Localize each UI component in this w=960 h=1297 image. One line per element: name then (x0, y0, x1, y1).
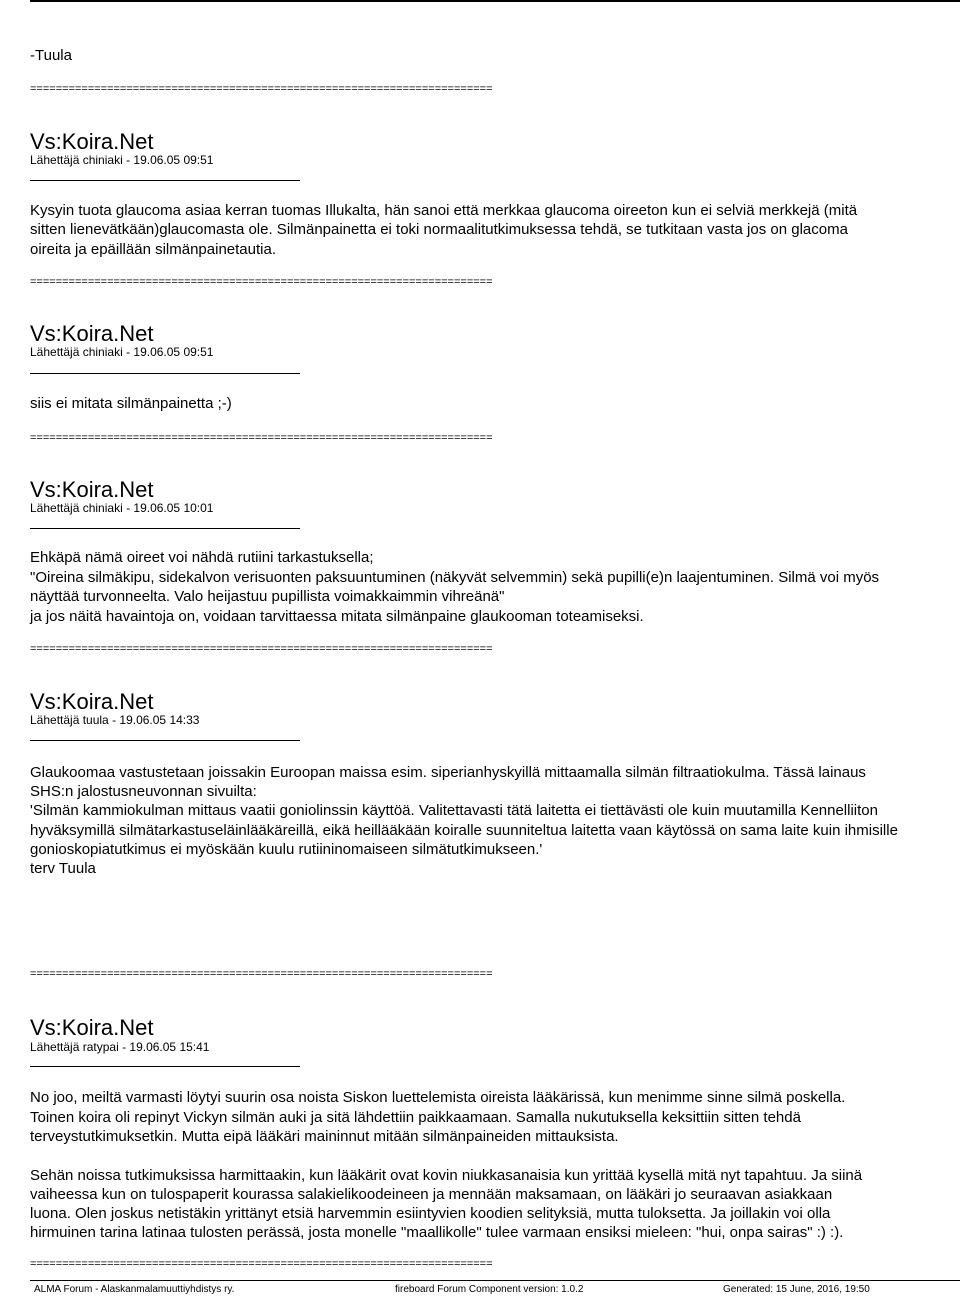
post-divider (30, 740, 300, 741)
post-title: Vs:Koira.Net (30, 689, 154, 714)
post-line: vaiheessa kun on tulospaperit kourassa salakielikoodeineen ja mennään maksamaan, on lääkäri jo seuraavan asiakkaan (30, 1186, 833, 1203)
post-divider (30, 1066, 300, 1067)
footer-generated-date: Generated: 15 June, 2016, 19:50 (723, 1284, 870, 1295)
footer-site-name: ALMA Forum - Alaskanmalamuuttiyhdistys ry. (34, 1284, 235, 1295)
post-line: näyttää turvonneelta. Valo heijastuu pupillista voimakkaimmin vihreänä" (30, 588, 505, 605)
footer-component-version: fireboard Forum Component version: 1.0.2 (395, 1284, 584, 1295)
intro-signature: -Tuula (30, 47, 72, 64)
separator: ======================================================================== (30, 1258, 493, 1270)
post-line: hirmuinen tarina latinaa tulosten perässä, josta monelle "maallikolle" tulee varmaan ensiksi mieleen: "hui, onpa sairas" :) :). (30, 1224, 844, 1241)
separator: ======================================================================== (30, 643, 493, 655)
post-line: Kysyin tuota glaucoma asiaa kerran tuomas Illukalta, hän sanoi että merkkaa glaucoma oireeton kun ei selviä merkkejä (mitä (30, 202, 858, 219)
post-divider (30, 180, 300, 181)
post-title: Vs:Koira.Net (30, 477, 154, 502)
post-line: sitten lienevätkään)glaucomasta ole. Silmänpainetta ei toki normaalitutkimuksessa tehdä, se tutkitaan vasta jos on glacoma (30, 221, 848, 238)
post-meta: Lähettäjä chiniaki - 19.06.05 10:01 (30, 501, 214, 515)
post-title: Vs:Koira.Net (30, 1015, 154, 1040)
post-line: Toinen koira oli repinyt Vickyn silmän auki ja sitä lähdettiin paikkaamaan. Samalla nukutuksella keksittiin sitten tehdä (30, 1109, 801, 1126)
post-line: Sehän noissa tutkimuksissa harmittaakin, kun lääkärit ovat kovin niukkasanaisia kun yrittää kysellä mitä nyt tapahtuu. Ja siinä (30, 1167, 863, 1184)
post-line: hyväksymillä silmätarkastuseläinlääkäreillä, eikä heillääkään koiralle suunniteltua laitetta vaan käytössä on sama laite kuin ihmisille (30, 822, 898, 839)
post-line: oireita ja epäillään silmänpainetautia. (30, 241, 276, 258)
post-divider (30, 528, 300, 529)
post-line: siis ei mitata silmänpainetta ;-) (30, 395, 232, 412)
post-title: Vs:Koira.Net (30, 129, 154, 154)
post-meta: Lähettäjä tuula - 19.06.05 14:33 (30, 713, 200, 727)
top-border (30, 0, 960, 2)
separator: ======================================================================== (30, 276, 493, 288)
footer-rule (30, 1280, 960, 1281)
post-title: Vs:Koira.Net (30, 321, 154, 346)
post-line: Glaukoomaa vastustetaan joissakin Euroopan maissa esim. siperianhyskyillä mittaamalla silmän filtraatiokulma. Tässä lainaus (30, 764, 866, 781)
post-line: 'Silmän kammiokulman mittaus vaatii goniolinssin käyttöä. Valitettavasti tätä laitetta ei tiettävästi ole kuin muutamilla Kennelliiton (30, 802, 878, 819)
post-line: Ehkäpä nämä oireet voi nähdä rutiini tarkastuksella; (30, 549, 374, 566)
post-line: luona. Olen joskus netistäkin yrittänyt etsiä harvemmin esiintyvien koodien selityksiä, mutta tuloksetta. Ja joillakin voi olla (30, 1205, 831, 1222)
post-line: No joo, meiltä varmasti löytyi suurin osa noista Siskon luettelemista oireista lääkärissä, kun menimme sinne silmä poskella. (30, 1089, 846, 1106)
post-line: ja jos näitä havaintoja on, voidaan tarvittaessa mitata silmänpaine glaukooman toteamiseksi. (30, 608, 644, 625)
post-meta: Lähettäjä chiniaki - 19.06.05 09:51 (30, 345, 214, 359)
post-line: terveystutkimuksetkin. Mutta eipä lääkäri maininnut mitään silmänpaineiden mittauksista. (30, 1128, 619, 1145)
post-meta: Lähettäjä chiniaki - 19.06.05 09:51 (30, 153, 214, 167)
separator: ======================================================================== (30, 968, 493, 980)
post-line: SHS:n jalostusneuvonnan sivuilta: (30, 783, 257, 800)
separator: ======================================================================== (30, 432, 493, 444)
post-divider (30, 373, 300, 374)
separator: ======================================================================== (30, 83, 493, 95)
post-line: "Oireina silmäkipu, sidekalvon verisuonten paksuuntuminen (näkyvät selvemmin) sekä pupilli(e)n laajentuminen. Silmä voi myös (30, 569, 880, 586)
post-line: gonioskopiatutkimus ei myöskään kuulu rutiininomaiseen silmätutkimukseen.' (30, 841, 543, 858)
post-meta: Lähettäjä ratypai - 19.06.05 15:41 (30, 1040, 210, 1054)
post-line: terv Tuula (30, 860, 96, 877)
